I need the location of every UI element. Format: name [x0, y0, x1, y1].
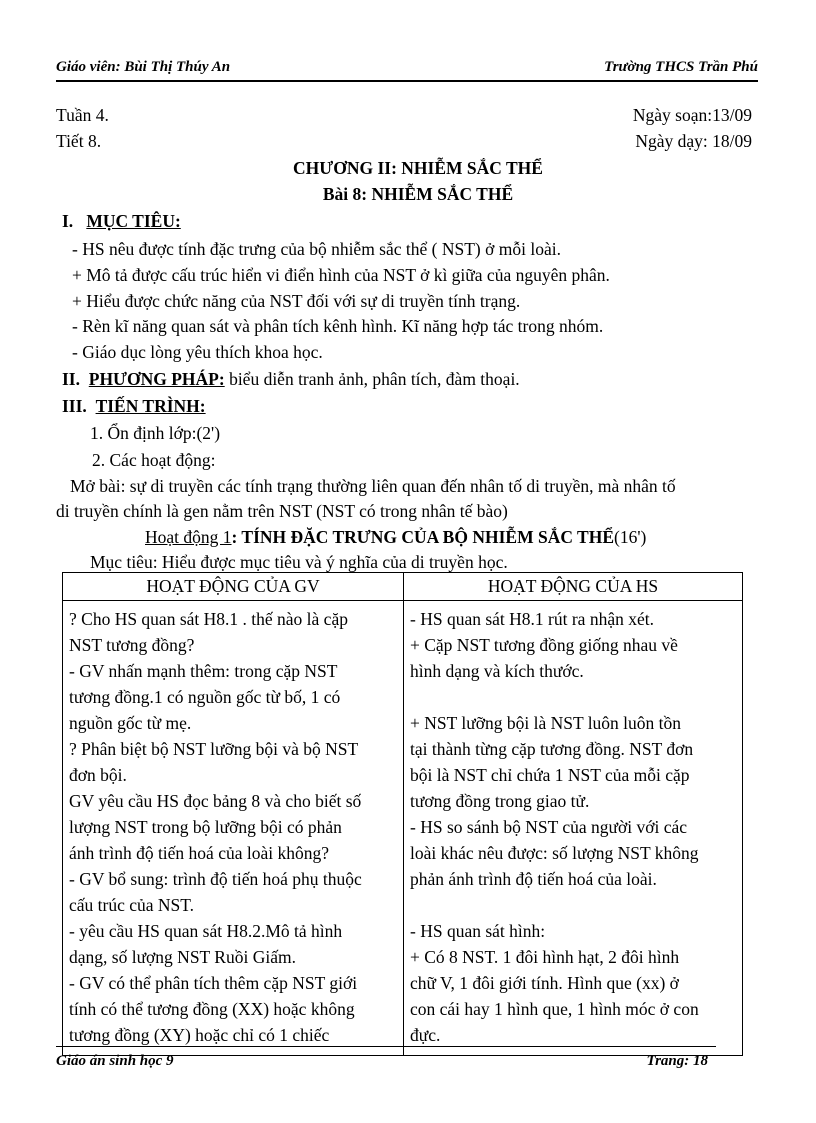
gv-line: cấu trúc của NST. — [69, 895, 195, 915]
gv-line: - yêu cầu HS quan sát H8.2.Mô tả hình — [69, 921, 343, 941]
school-name: Trường THCS Trần Phú — [604, 59, 758, 75]
activities-table — [62, 572, 743, 1056]
activity-heading — [145, 529, 646, 547]
hs-line: loài khác nêu được: số lượng NST không — [410, 843, 699, 863]
gv-line: đơn bội. — [69, 765, 127, 785]
week-label: Tuần 4. — [56, 105, 109, 125]
gv-line: lượng NST trong bộ lưỡng bội có phản — [69, 817, 342, 837]
hs-line: - HS quan sát H8.1 rút ra nhận xét. — [410, 609, 654, 629]
gv-activity-cell — [63, 601, 403, 1055]
activity-label: Hoạt động 1 — [145, 527, 232, 547]
hs-line: phản ánh trình độ tiến hoá của loài. — [410, 869, 657, 889]
section-objectives-heading — [62, 213, 181, 231]
section-process-heading — [62, 398, 206, 416]
prep-date: Ngày soạn:13/09 — [632, 105, 752, 125]
page-header — [56, 56, 758, 82]
page-number: Trang: 18 — [646, 1053, 708, 1069]
subject-name: Giáo án sinh học 9 — [56, 1053, 174, 1069]
gv-line: tương đồng (XY) hoặc chỉ có 1 chiếc — [69, 1025, 330, 1045]
intro-text: di truyền chính là gen nằm trên NST (NST có trong nhân tế bào) — [56, 501, 508, 521]
hs-line: chữ V, 1 đôi giới tính. Hình que (xx) ở — [410, 973, 679, 993]
method-text: biểu diễn tranh ảnh, phân tích, đàm thoại. — [224, 369, 520, 389]
teacher-name: Giáo viên: Bùi Thị Thúy An — [56, 59, 231, 75]
activity-title: : TÍNH ĐẶC TRƯNG CỦA BỘ NHIỄM SẮC THỂ — [231, 527, 614, 547]
gv-line: - GV có thể phân tích thêm cặp NST giới — [69, 973, 358, 993]
hs-line: - HS so sánh bộ NST của người với các — [410, 817, 688, 837]
hs-line: + Cặp NST tương đồng giống nhau về — [410, 635, 678, 655]
objective-item: + Mô tả được cấu trúc hiển vi điển hình của NST ở kì giữa của nguyên phân. — [72, 265, 610, 285]
activity-time: (16') — [614, 527, 647, 547]
intro-text: Mở bài: sự di truyền các tính trạng thường liên quan đến nhân tố di truyền, mà nhân tố — [70, 476, 676, 496]
section-numeral: III. — [62, 396, 87, 416]
chapter-title: CHƯƠNG II: NHIỄM SẮC THỂ — [293, 158, 543, 178]
gv-line: tương đồng.1 có nguồn gốc từ bố, 1 có — [69, 687, 341, 707]
hs-line: bội là NST chỉ chứa 1 NST của mỗi cặp — [410, 765, 690, 785]
hs-line: + NST lưỡng bội là NST luôn luôn tồn — [410, 713, 682, 733]
period-label: Tiết 8. — [56, 131, 102, 151]
gv-line: nguồn gốc từ mẹ. — [69, 713, 192, 733]
activity-goal: Mục tiêu: Hiểu được mục tiêu và ý nghĩa của di truyền học. — [90, 552, 508, 572]
section-title: PHƯƠNG PHÁP: — [88, 369, 225, 389]
section-numeral: II. — [62, 369, 80, 389]
section-method — [62, 371, 520, 389]
table-header-gv: HOẠT ĐỘNG CỦA GV — [63, 573, 404, 601]
gv-line: ? Phân biệt bộ NST lưỡng bội và bộ NST — [69, 739, 359, 759]
lesson-title: Bài 8: NHIỄM SẮC THỂ — [322, 184, 514, 204]
section-numeral: I. — [62, 211, 74, 231]
gv-line: ? Cho HS quan sát H8.1 . thế nào là cặp — [69, 609, 348, 629]
objective-item: - Rèn kĩ năng quan sát và phân tích kênh hình. Kĩ năng hợp tác trong nhóm. — [72, 316, 604, 336]
hs-line: tương đồng trong giao tử. — [410, 791, 590, 811]
hs-line: đực. — [410, 1025, 441, 1045]
section-title: MỤC TIÊU: — [86, 211, 181, 231]
gv-line: - GV nhấn mạnh thêm: trong cặp NST — [69, 661, 338, 681]
gv-line: dạng, số lượng NST Ruồi Giấm. — [69, 947, 296, 967]
step-1: 1. Ổn định lớp:(2') — [90, 423, 221, 443]
gv-line: ánh trình độ tiến hoá của loài không? — [69, 843, 329, 863]
objective-item: + Hiểu được chức năng của NST đối với sự di truyền tính trạng. — [72, 291, 521, 311]
gv-line: tính có thể tương đồng (XX) hoặc không — [69, 999, 355, 1019]
hs-line: + Có 8 NST. 1 đôi hình hạt, 2 đôi hình — [410, 947, 680, 967]
hs-line: tại thành từng cặp tương đồng. NST đơn — [410, 739, 694, 759]
teach-date: Ngày dạy: 18/09 — [635, 131, 752, 151]
gv-line: GV yêu cầu HS đọc bảng 8 và cho biết số — [69, 791, 362, 811]
section-title: TIẾN TRÌNH: — [95, 396, 206, 416]
objective-item: - Giáo dục lòng yêu thích khoa học. — [72, 342, 323, 362]
gv-line: NST tương đồng? — [69, 635, 195, 655]
page-footer — [56, 1046, 716, 1073]
gv-line: - GV bổ sung: trình độ tiến hoá phụ thuộc — [69, 869, 362, 889]
hs-line: - HS quan sát hình: — [410, 921, 546, 941]
table-header-hs: HOẠT ĐỘNG CỦA HS — [404, 573, 743, 601]
hs-line: con cái hay 1 hình que, 1 hình móc ở con — [410, 999, 699, 1019]
hs-activity-cell — [404, 601, 742, 1055]
step-2: 2. Các hoạt động: — [92, 450, 216, 470]
objective-item: - HS nêu được tính đặc trưng của bộ nhiễm sắc thể ( NST) ở mỗi loài. — [72, 239, 561, 259]
hs-line: hình dạng và kích thước. — [410, 661, 584, 681]
